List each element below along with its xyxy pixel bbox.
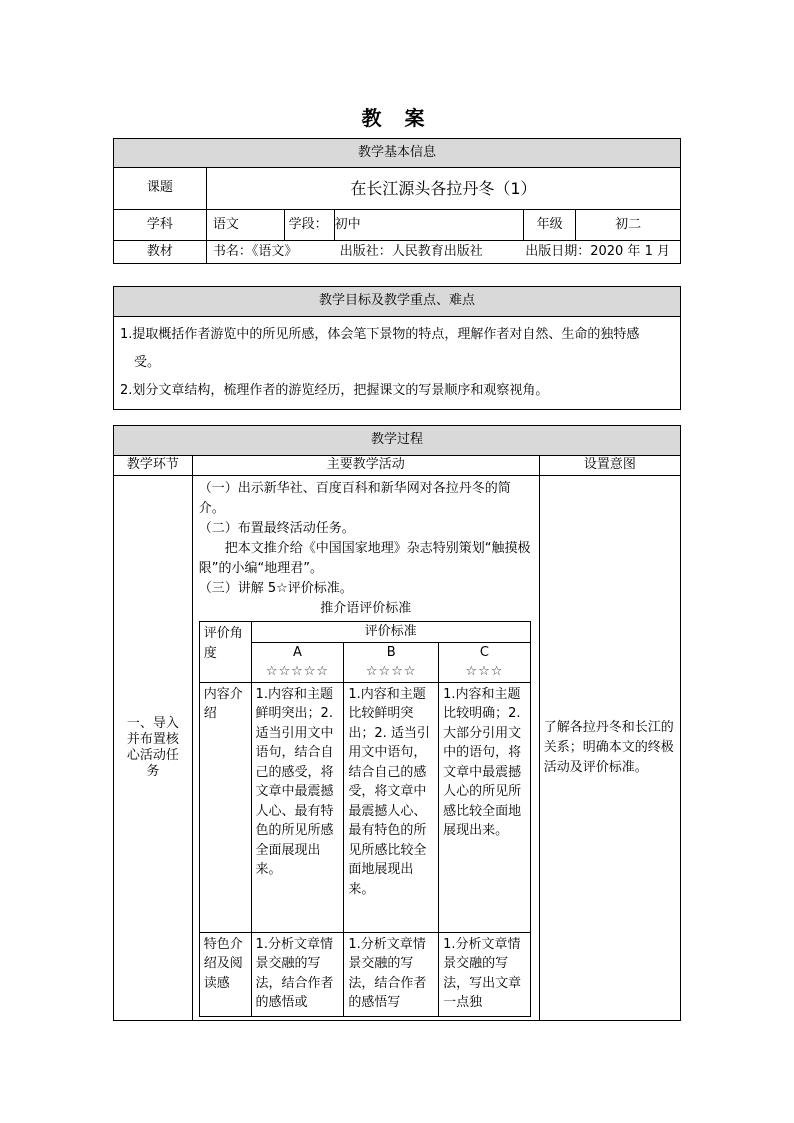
level-c-name: C (479, 644, 489, 660)
rubric-standard-header: 评价标准 (251, 622, 530, 643)
subject-value: 语文 (206, 210, 284, 241)
rubric-row-content-b: 1.内容和主题比较鲜明突出；2. 适当引用文中语句，结合自己的感受，将文章中最震撼人心、最有特色的所见所感比较全面地展现出来。 (344, 682, 439, 932)
stage-1-cell: 一、导入并布置核心活动任务 (114, 476, 193, 1021)
col-activity-header: 主要教学活动 (192, 456, 539, 476)
objective-1-line-2: 受。 (134, 355, 161, 370)
stage-value: 初中 (334, 210, 524, 241)
activity-p2: （二）布置最终活动任务。 (198, 521, 355, 536)
intent-1-cell: 了解各拉丹冬和长江的关系；明确本文的终极活动及评价标准。 (539, 476, 680, 1021)
rubric-title: 推介语评价标准 (320, 601, 412, 616)
process-table (113, 425, 681, 1021)
rubric-row-feature-angle: 特色介绍及阅读感 (199, 932, 251, 1016)
book-name: 书名：《语文》 (212, 243, 298, 259)
objective-1-line-1: 1.提取概括作者游览中的所见所感，体会笔下景物的特点，理解作者对自然、生命的独特感 (120, 327, 640, 342)
process-header: 教学过程 (114, 426, 681, 456)
rubric-angle-header: 评价角度 (199, 622, 251, 683)
rubric-row-feature-c: 1.分析文章情景交融的写法，写出文章一点独 (439, 932, 531, 1016)
publisher: 出版社：人民教育出版社 (339, 243, 483, 259)
objectives-header: 教学目标及教学重点、难点 (114, 287, 681, 317)
objectives-content (114, 317, 681, 410)
objectives-table (113, 286, 681, 410)
activity-cell (192, 476, 539, 1021)
level-b-name: B (386, 644, 396, 660)
topic-label: 课题 (114, 168, 207, 210)
basic-info-header: 教学基本信息 (114, 139, 681, 168)
level-a-name: A (293, 644, 302, 660)
level-b-stars: ☆☆☆☆ (365, 664, 417, 679)
stage-label: 学段： (284, 210, 334, 241)
level-a-stars: ☆☆☆☆☆ (265, 664, 330, 679)
document-title: 教 案 (361, 106, 433, 130)
publish-date: 出版日期：2020 年 1 月 (525, 243, 670, 259)
rubric-row-content-angle: 内容介绍 (199, 682, 251, 932)
rubric-row-content-c: 1.内容和主题比较明确；2. 大部分引用文中的语句，将文章中最震撼人心的所见所感比较全面地展现出来。 (439, 682, 531, 932)
rubric-table (199, 621, 531, 1017)
col-stage-header: 教学环节 (114, 456, 193, 476)
textbook-info (206, 241, 680, 264)
activity-p4: （三）讲解 5☆评价标准。 (198, 581, 353, 596)
rubric-row-content-a: 1.内容和主题鲜明突出；2.适当引用文中语句，结合自己的感受，将文章中最震撼人心、最有特色的所见所感全面展现出来。 (251, 682, 344, 932)
rubric-level-a (251, 642, 344, 682)
objective-2: 2.划分文章结构，梳理作者的游览经历，把握课文的写景顺序和观察视角。 (120, 383, 549, 398)
activity-p1: （一）出示新华社、百度百科和新华网对各拉丹冬的简介。 (198, 481, 511, 516)
textbook-label: 教材 (114, 241, 207, 264)
grade-value: 初二 (576, 210, 681, 241)
basic-info-table (113, 138, 681, 264)
col-intent-header: 设置意图 (539, 456, 680, 476)
rubric-level-b (344, 642, 439, 682)
rubric-row-feature-a: 1.分析文章情景交融的写法，结合作者的感悟或 (251, 932, 344, 1016)
grade-label: 年级 (524, 210, 576, 241)
activity-p3: 把本文推介给《中国国家地理》杂志特别策划“触摸极限”的小编“地理君”。 (198, 541, 531, 576)
subject-label: 学科 (114, 210, 207, 241)
rubric-row-feature-b: 1.分析文章情景交融的写法，结合作者的感悟写 (344, 932, 439, 1016)
topic-value: 在长江源头各拉丹冬（1） (206, 168, 680, 210)
rubric-level-c (439, 642, 531, 682)
level-c-stars: ☆☆☆ (465, 664, 504, 679)
